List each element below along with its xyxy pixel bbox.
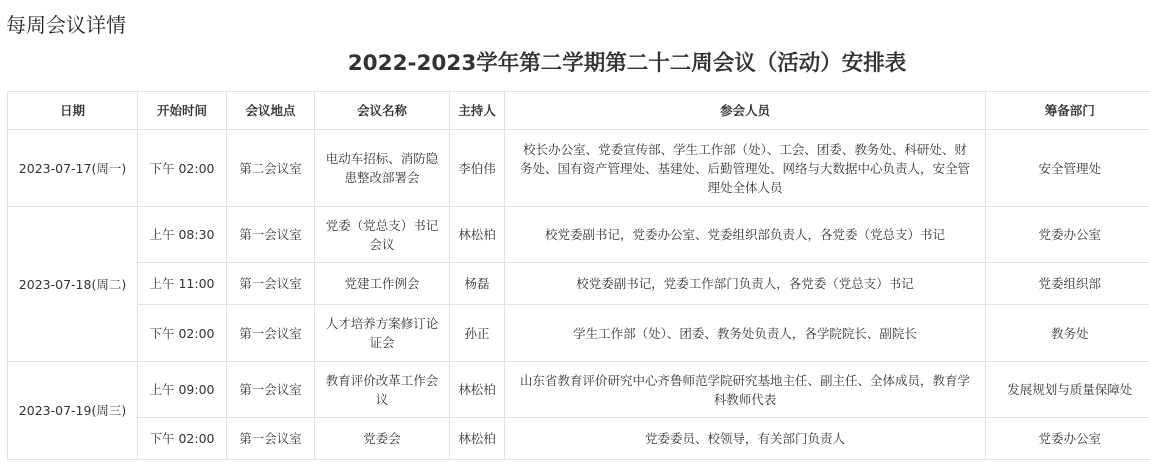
time-cell: 下午 02:00 [138, 130, 227, 207]
organizer-cell: 党委办公室 [986, 418, 1149, 460]
table-row [8, 207, 1149, 263]
host-cell: 林松柏 [450, 362, 505, 418]
location-cell: 第一会议室 [227, 305, 315, 362]
location-cell: 第一会议室 [227, 362, 315, 418]
organizer-cell: 党委组织部 [986, 263, 1149, 305]
col-header-meeting-name: 会议名称 [315, 92, 450, 130]
attendees-cell: 校党委副书记，党委办公室、党委组织部负责人，各党委（党总支）书记 [505, 207, 986, 263]
table-row [8, 362, 1149, 418]
attendees-cell: 学生工作部（处）、团委、教务处负责人，各学院院长、副院长 [505, 305, 986, 362]
col-header-date: 日期 [8, 92, 138, 130]
date-cell: 2023-07-19(周三) [8, 362, 138, 460]
meeting-name-cell: 人才培养方案修订论证会 [315, 305, 450, 362]
location-cell: 第一会议室 [227, 263, 315, 305]
host-cell: 李伯伟 [450, 130, 505, 207]
host-cell: 林松柏 [450, 207, 505, 263]
meeting-name-cell: 电动车招标、消防隐患整改部署会 [315, 130, 450, 207]
time-cell: 上午 08:30 [138, 207, 227, 263]
col-header-start-time: 开始时间 [138, 92, 227, 130]
col-header-location: 会议地点 [227, 92, 315, 130]
attendees-cell: 校长办公室、党委宣传部、学生工作部（处）、工会、团委、教务处、科研处、财务处、国有资产管理处、基建处、后勤管理处、网络与大数据中心负责人，安全管理处全体人员 [505, 130, 986, 207]
time-cell: 上午 09:00 [138, 362, 227, 418]
organizer-cell: 安全管理处 [986, 130, 1149, 207]
attendees-cell: 校党委副书记，党委工作部门负责人，各党委（党总支）书记 [505, 263, 986, 305]
host-cell: 林松柏 [450, 418, 505, 460]
location-cell: 第一会议室 [227, 418, 315, 460]
meeting-name-cell: 党委（党总支）书记会议 [315, 207, 450, 263]
col-header-organizer: 筹备部门 [986, 92, 1149, 130]
host-cell: 杨磊 [450, 263, 505, 305]
host-cell: 孙正 [450, 305, 505, 362]
col-header-attendees: 参会人员 [505, 92, 986, 130]
attendees-cell: 党委委员、校领导，有关部门负责人 [505, 418, 986, 460]
organizer-cell: 教务处 [986, 305, 1149, 362]
organizer-cell: 发展规划与质量保障处 [986, 362, 1149, 418]
meeting-name-cell: 党委会 [315, 418, 450, 460]
table-row [8, 263, 1149, 305]
schedule-title: 2022-2023学年第二学期第二十二周会议（活动）安排表 [347, 51, 907, 76]
time-cell: 上午 11:00 [138, 263, 227, 305]
meeting-name-cell: 教育评价改革工作会议 [315, 362, 450, 418]
table-row [8, 305, 1149, 362]
table-header-row [8, 92, 1149, 130]
meeting-name-cell: 党建工作例会 [315, 263, 450, 305]
organizer-cell: 党委办公室 [986, 207, 1149, 263]
attendees-cell: 山东省教育评价研究中心齐鲁师范学院研究基地主任、副主任、全体成员，教育学科教师代表 [505, 362, 986, 418]
location-cell: 第一会议室 [227, 207, 315, 263]
table-row [8, 130, 1149, 207]
time-cell: 下午 02:00 [138, 305, 227, 362]
table-row [8, 418, 1149, 460]
col-header-host: 主持人 [450, 92, 505, 130]
time-cell: 下午 02:00 [138, 418, 227, 460]
date-cell: 2023-07-17(周一) [8, 130, 138, 207]
date-cell: 2023-07-18(周二) [8, 207, 138, 362]
location-cell: 第二会议室 [227, 130, 315, 207]
page-heading: 每周会议详情 [6, 13, 126, 37]
meeting-schedule-table [7, 91, 1149, 460]
